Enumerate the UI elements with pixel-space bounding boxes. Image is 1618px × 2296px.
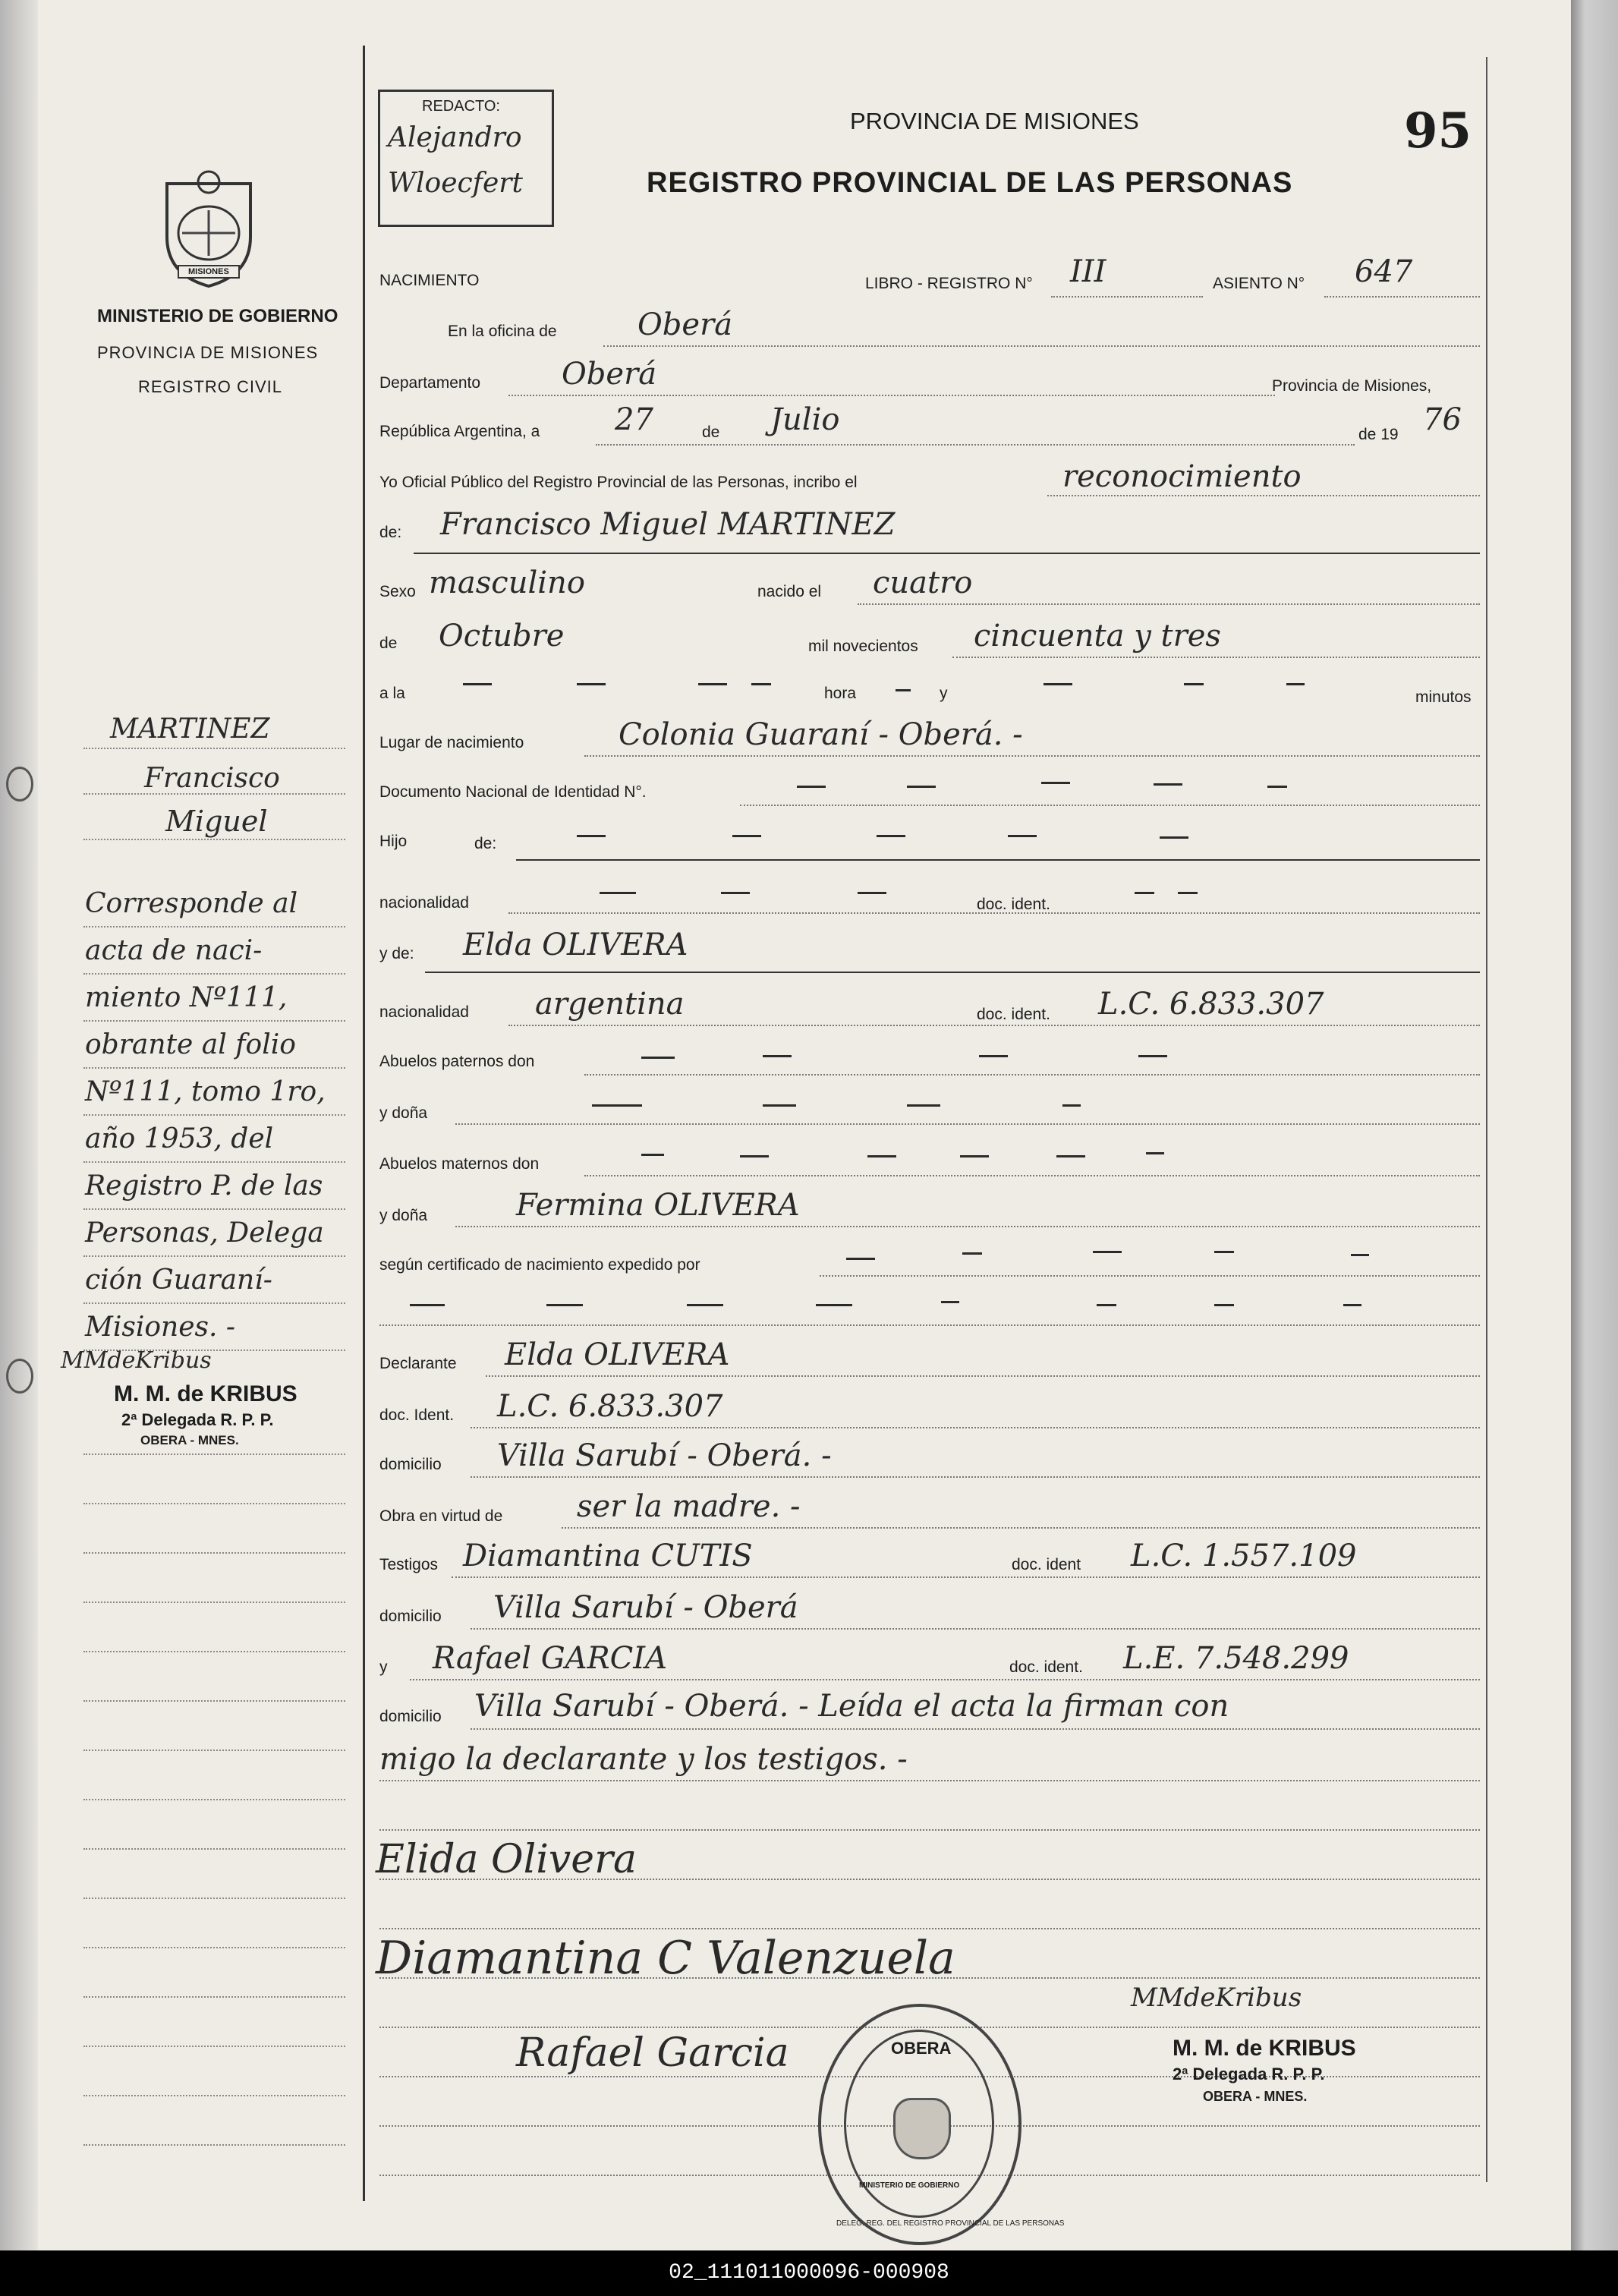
dona2-value: Fermina OLIVERA [516, 1188, 800, 1223]
signature-declarante: Elida Olivera [376, 1837, 637, 1882]
margin-signature: MMdeKribus [61, 1347, 212, 1374]
margin-note-line: acta de naci- [85, 935, 263, 966]
abuelos-pat-label: Abuelos paternos don [379, 1053, 535, 1070]
a-la-label: a la [379, 685, 405, 702]
redacto-name-1: Alejandro [388, 122, 522, 153]
testigo1-value: Diamantina CUTIS [463, 1539, 753, 1573]
obra-value: ser la madre. - [577, 1489, 801, 1524]
redacto-box [378, 90, 554, 227]
y2-label: y [379, 1658, 388, 1676]
nac2-label: nacionalidad [379, 1003, 469, 1021]
libro-value: III [1070, 254, 1106, 289]
margin-stamp-place: OBERA - MNES. [140, 1433, 239, 1447]
mes-nac-value: Octubre [439, 619, 565, 654]
y-de-label: y de: [379, 945, 414, 962]
mes-value: Julio [770, 402, 840, 437]
margin-note-line: ción Guaraní- [85, 1265, 272, 1296]
departamento-label: Departamento [379, 374, 481, 392]
oficial-value: reconocimiento [1062, 459, 1302, 494]
doc-t2-label: doc. ident. [1009, 1658, 1083, 1676]
footer-code: 02_111011000096-000908 [0, 2250, 1618, 2296]
redacto-name-2: Wloecfert [388, 168, 523, 199]
page-edge-left [0, 0, 38, 2250]
dona2-label: y doña [379, 1207, 428, 1224]
asiento-value: 647 [1355, 254, 1413, 289]
margin-note-line: miento Nº111, [85, 982, 288, 1013]
testigos-label: Testigos [379, 1556, 439, 1573]
margin-stamp-role: 2ª Delegada R. P. P. [121, 1410, 274, 1429]
doc-t2-value: L.E. 7.548.299 [1123, 1641, 1349, 1676]
mil-label: mil novecientos [808, 638, 918, 655]
lugar-label: Lugar de nacimiento [379, 734, 524, 751]
anio-value: 76 [1423, 402, 1462, 437]
page-number: 95 [1404, 102, 1472, 159]
nombre-value: Francisco Miguel MARTINEZ [440, 507, 896, 542]
domicilio1-label: domicilio [379, 1456, 442, 1473]
provincia-label: Provincia de Misiones, [1272, 377, 1432, 395]
binding-ring-icon [6, 767, 33, 802]
asiento-label: ASIENTO N° [1213, 275, 1305, 292]
ministry-line-3: REGISTRO CIVIL [138, 377, 283, 396]
margin-note-line: año 1953, del [85, 1123, 274, 1154]
signature-testigo-2: Rafael Garcia [516, 2030, 789, 2076]
de-label: de [702, 424, 720, 441]
official-stamp-role: 2ª Delegada R. P. P. [1173, 2065, 1325, 2083]
margin-name-3: Miguel [165, 805, 268, 838]
ministry-line-1: MINISTERIO DE GOBIERNO [97, 306, 338, 326]
stamp-emblem-icon [893, 2098, 951, 2159]
margin-note-line: Nº111, tomo 1ro, [85, 1076, 326, 1107]
margin-name-2: Francisco [144, 763, 280, 794]
anio-label: de 19 [1358, 426, 1399, 443]
y-label: y [940, 685, 948, 702]
hijo-label: Hijo [379, 833, 408, 850]
doc-t1-label: doc. ident [1012, 1556, 1081, 1573]
docdecl-label: doc. Ident. [379, 1406, 455, 1424]
closing-value: migo la declarante y los testigos. - [379, 1742, 908, 1777]
round-stamp-icon [818, 2004, 1065, 2245]
margin-note-line: Registro P. de las [85, 1170, 323, 1202]
right-border-line [1486, 57, 1487, 2182]
hora-label: hora [824, 685, 857, 702]
record-type-label: NACIMIENTO [379, 272, 480, 289]
nac1-label: nacionalidad [379, 894, 469, 912]
margin-name-1: MARTINEZ [110, 713, 270, 745]
nac2-value: argentina [535, 987, 685, 1022]
oficina-value: Oberá [637, 307, 733, 342]
nacido-label: nacido el [757, 583, 822, 600]
binding-ring-icon [6, 1359, 33, 1394]
dona1-label: y doña [379, 1104, 428, 1122]
document-title: REGISTRO PROVINCIAL DE LAS PERSONAS [647, 167, 1293, 199]
madre-value: Elda OLIVERA [463, 928, 688, 962]
obra-label: Obra en virtud de [379, 1507, 503, 1525]
ministry-line-2: PROVINCIA DE MISIONES [97, 343, 319, 362]
doc1-label: doc. ident. [977, 896, 1050, 913]
doc-t1-value: L.C. 1.557.109 [1131, 1539, 1357, 1573]
doc2-label: doc. ident. [977, 1006, 1050, 1023]
anio-nac-value: cincuenta y tres [974, 619, 1221, 654]
declarante-label: Declarante [379, 1355, 457, 1372]
page-edge-right [1571, 0, 1618, 2250]
round-stamp-text: DELEG. REG. DEL REGISTRO PROVINCIAL DE LAS PERSONAS [836, 2219, 1065, 2228]
de2-label: de [379, 635, 398, 652]
coat-of-arms-icon [152, 168, 266, 290]
sexo-value: masculino [429, 565, 585, 600]
signature-testigo-1: Diamantina C Valenzuela [376, 1932, 955, 1985]
doc2-value: L.C. 6.833.307 [1098, 987, 1324, 1022]
libro-label: LIBRO - REGISTRO N° [865, 275, 1033, 292]
margin-note-line: Personas, Delega [85, 1217, 324, 1249]
official-signature: MMdeKribus [1131, 1983, 1302, 2013]
sexo-label: Sexo [379, 583, 416, 600]
declarante-value: Elda OLIVERA [505, 1337, 730, 1372]
margin-note-line: Corresponde al [85, 888, 298, 919]
dia-value: 27 [615, 402, 653, 437]
official-stamp-name: M. M. de KRIBUS [1173, 2036, 1356, 2061]
redacto-label: REDACTO: [422, 98, 500, 115]
de-nombre-label: de: [379, 524, 402, 541]
departamento-value: Oberá [562, 357, 657, 392]
seal-label: MISIONES [188, 267, 229, 276]
domicilio1-value: Villa Sarubí - Oberá. - [497, 1438, 832, 1473]
round-stamp-inner: MINISTERIO DE GOBIERNO [859, 2181, 960, 2190]
domicilio3-label: domicilio [379, 1708, 442, 1725]
oficial-label: Yo Oficial Público del Registro Provincial de las Personas, incribo el [379, 474, 858, 491]
official-stamp-place: OBERA - MNES. [1203, 2089, 1308, 2104]
round-stamp-top: OBERA [891, 2039, 952, 2058]
lugar-value: Colonia Guaraní - Oberá. - [619, 717, 1023, 752]
dni-label: Documento Nacional de Identidad N°. [379, 783, 647, 801]
margin-divider [363, 46, 365, 2201]
oficina-label: En la oficina de [448, 323, 557, 340]
margin-stamp-name: M. M. de KRIBUS [114, 1381, 297, 1406]
domicilio2-label: domicilio [379, 1608, 442, 1625]
hijo-de-label: de: [474, 835, 497, 852]
abuelos-mat-label: Abuelos maternos don [379, 1155, 540, 1173]
minutos-label: minutos [1415, 688, 1472, 706]
domicilio2-value: Villa Sarubí - Oberá [493, 1590, 798, 1625]
province-heading: PROVINCIA DE MISIONES [850, 108, 1139, 134]
margin-note-line: Misiones. - [85, 1312, 236, 1343]
docdecl-value: L.C. 6.833.307 [497, 1389, 723, 1424]
testigo2-value: Rafael GARCIA [433, 1641, 667, 1676]
segun-label: según certificado de nacimiento expedido por [379, 1256, 700, 1274]
margin-note-line: obrante al folio [85, 1029, 296, 1060]
republica-label: República Argentina, a [379, 423, 540, 440]
nacido-value: cuatro [873, 565, 973, 600]
domicilio3-value: Villa Sarubí - Oberá. - Leída el acta la firman con [474, 1689, 1229, 1724]
